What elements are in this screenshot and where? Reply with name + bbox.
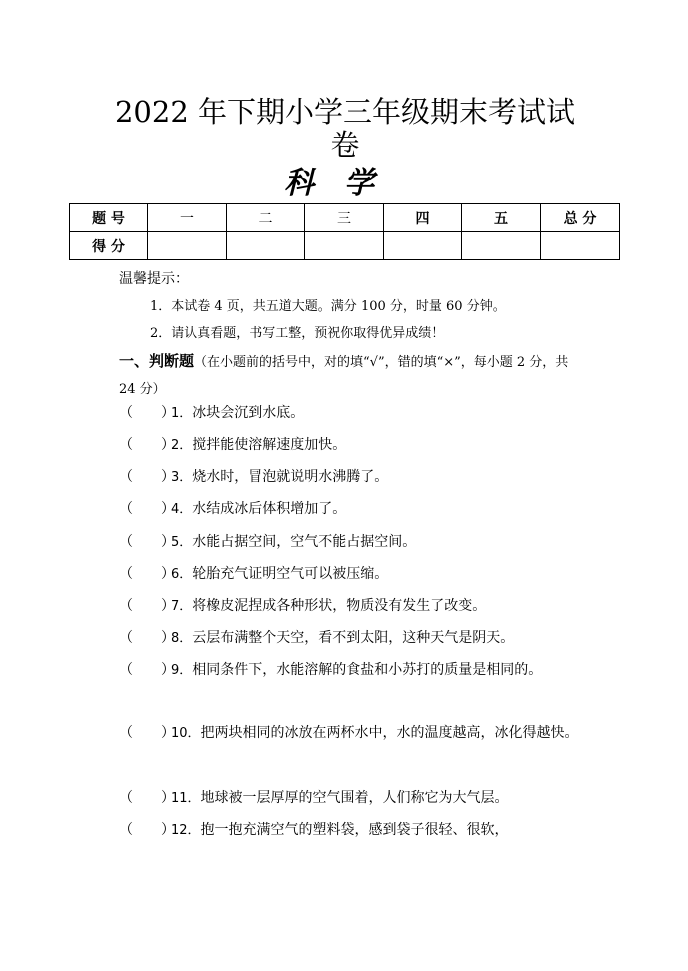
question-number: 11．	[171, 791, 201, 806]
tip-item-2: 2．请认真看题，书写工整，预祝你取得优异成绩！	[150, 326, 445, 341]
question-text: 把两块相同的冰放在两杯水中，水的温度越高，冰化得越快。	[200, 725, 579, 741]
question-number: 10．	[171, 726, 201, 741]
section-1-heading: 一、判断题	[119, 352, 195, 370]
score-cell-5[interactable]	[462, 232, 541, 260]
question-11	[119, 783, 579, 814]
answer-paren[interactable]: （ ）	[119, 501, 175, 517]
header-cell-5: 五	[462, 204, 541, 232]
question-4	[119, 494, 579, 525]
question-number: 2．	[171, 438, 193, 453]
score-table-header-row	[70, 204, 620, 232]
score-row-label: 得 分	[70, 232, 148, 260]
answer-paren[interactable]: （ ）	[119, 534, 175, 550]
question-text: 抱一抱充满空气的塑料袋，感到袋子很轻、很软，	[200, 822, 509, 838]
question-1	[119, 398, 579, 429]
question-number: 3．	[171, 470, 193, 485]
question-text: 将橡皮泥捏成各种形状，物质没有发生了改变。	[192, 598, 487, 614]
score-cell-1[interactable]	[148, 232, 227, 260]
question-number: 8．	[171, 631, 193, 646]
tip-item-1: 1．本试卷 4 页，共五道大题。满分 100 分，时量 60 分钟。	[150, 299, 506, 314]
question-8	[119, 623, 579, 654]
header-cell-total: 总 分	[541, 204, 620, 232]
question-12	[119, 815, 579, 846]
question-text: 水能占据空间，空气不能占据空间。	[192, 534, 417, 550]
question-text: 水结成冰后体积增加了。	[192, 501, 347, 517]
question-2	[119, 430, 579, 461]
section-1-note: （在小题前的括号中，对的填“√”，错的填“×”，每小题 2 分，共 24 分）	[119, 355, 569, 397]
answer-paren[interactable]: （ ）	[119, 566, 175, 582]
exam-title-line2: 卷	[330, 128, 360, 162]
question-text: 地球被一层厚厚的空气围着，人们称它为大气层。	[200, 790, 509, 806]
header-cell-3: 三	[305, 204, 384, 232]
score-cell-2[interactable]	[227, 232, 305, 260]
question-6	[119, 559, 579, 590]
score-table	[69, 203, 620, 260]
question-text: 轮胎充气证明空气可以被压缩。	[192, 566, 389, 582]
answer-paren[interactable]: （ ）	[119, 405, 175, 421]
question-text: 烧水时，冒泡就说明水沸腾了。	[192, 469, 389, 485]
answer-paren[interactable]: （ ）	[119, 598, 175, 614]
question-10	[119, 718, 579, 749]
answer-paren[interactable]: （ ）	[119, 630, 175, 646]
answer-paren[interactable]: （ ）	[119, 469, 175, 485]
answer-paren[interactable]: （ ）	[119, 790, 175, 806]
answer-paren[interactable]: （ ）	[119, 822, 175, 838]
answer-paren[interactable]: （ ）	[119, 662, 175, 678]
header-cell-4: 四	[384, 204, 462, 232]
header-cell-1: 一	[148, 204, 227, 232]
question-text: 云层布满整个天空，看不到太阳，这种天气是阴天。	[192, 630, 515, 646]
score-table-score-row	[70, 232, 620, 260]
question-7	[119, 591, 579, 622]
exam-title-line1: 2022 年下期小学三年级期末考试试	[114, 95, 576, 129]
score-cell-total[interactable]	[541, 232, 620, 260]
question-5	[119, 527, 579, 558]
tips-title: 温馨提示：	[119, 271, 189, 287]
question-number: 7．	[171, 599, 193, 614]
answer-paren[interactable]: （ ）	[119, 725, 175, 741]
question-number: 4．	[171, 502, 193, 517]
question-number: 1．	[171, 406, 193, 421]
score-cell-3[interactable]	[305, 232, 384, 260]
question-text: 搅拌能使溶解速度加快。	[192, 437, 347, 453]
question-text: 相同条件下，水能溶解的食盐和小苏打的质量是相同的。	[192, 662, 543, 678]
subject-title: 科学	[284, 166, 404, 201]
question-3	[119, 462, 579, 493]
question-9	[119, 655, 579, 686]
section-1-header	[119, 348, 579, 403]
header-cell-label: 题 号	[70, 204, 148, 232]
question-text: 冰块会沉到水底。	[192, 405, 305, 421]
question-number: 9．	[171, 663, 193, 678]
header-cell-2: 二	[227, 204, 305, 232]
question-number: 6．	[171, 567, 193, 582]
score-cell-4[interactable]	[384, 232, 462, 260]
answer-paren[interactable]: （ ）	[119, 437, 175, 453]
question-number: 12．	[171, 823, 201, 838]
question-number: 5．	[171, 535, 193, 550]
